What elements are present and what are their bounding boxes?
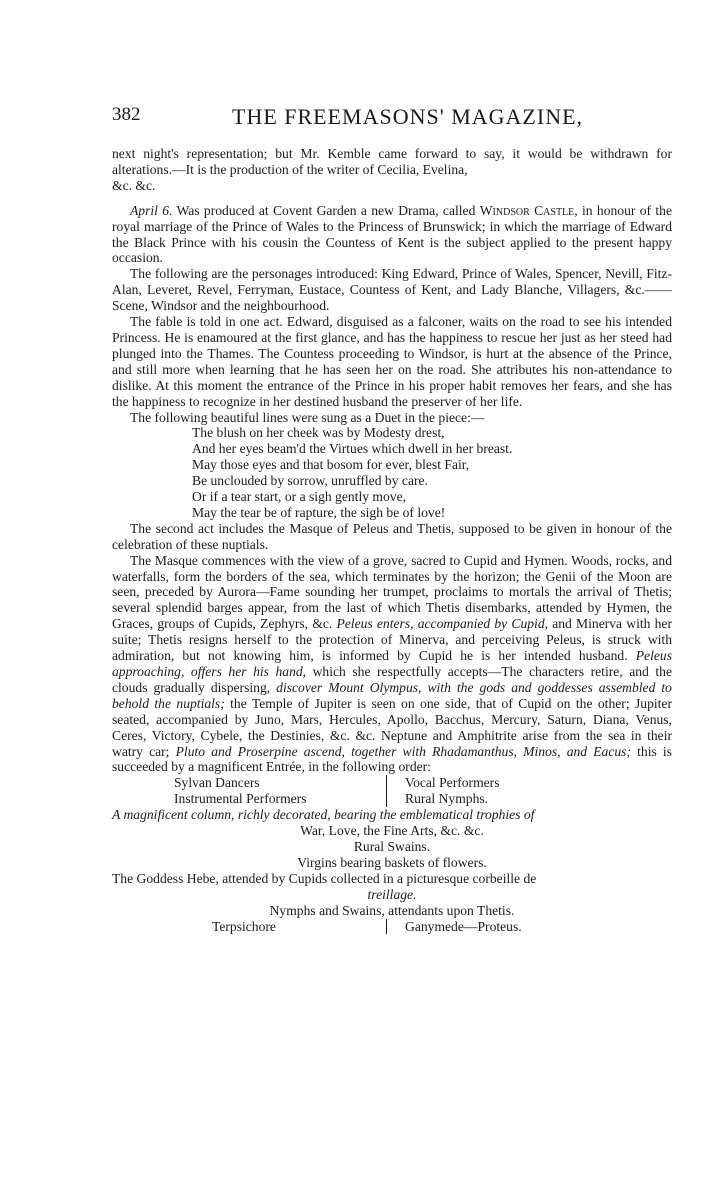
- procession-right: Rural Nymphs.: [405, 791, 489, 807]
- poem-line: Or if a tear start, or a sigh gently move,: [192, 489, 407, 505]
- masque-italic: Peleus enters, accompanied by Cupid,: [336, 616, 549, 632]
- masque-text: this is succeeded by a magnificent Entrée, in the following order:: [112, 743, 672, 775]
- procession-left: Terpsichore: [212, 918, 276, 934]
- masque-italic: discover Mount Olympus, with the gods and goddesses assembled to behold the nuptials;: [112, 679, 672, 711]
- procession-left: Sylvan Dancers: [174, 775, 260, 791]
- procession-pair: [112, 919, 672, 935]
- masque-text: the Temple of Jupiter is seen on one side, that of Cupid on the other; Jupiter seated, accompanied by Juno, Mars, Hercules, Apollo, Bacchus, Mercury, Saturn, Diana, Venus, Ceres, Victory, Cybele, the Destinies, &c. &c. Neptune and Amphitrite arise from the sea in their watry car;: [112, 695, 672, 759]
- brace-divider: [386, 791, 405, 807]
- opening-line-1: next night's representation; but Mr. Kemble came forward to say, it would be: [112, 146, 583, 161]
- procession-right: Ganymede—Proteus.: [405, 918, 522, 934]
- procession-order: [112, 775, 672, 934]
- april-rest: , in honour of the royal marriage of the Prince of Wales to the Princess of Brunswick; in which the marriage of Edward the Black Prince with his cousin the Countess of Kent is the subject applied to the present happy occasion.: [112, 202, 672, 266]
- rural-swains: Rural Swains.: [353, 838, 431, 854]
- lines-intro: The following beautiful lines were sung as a Duet in the piece:—: [130, 409, 485, 425]
- poem-line: Be unclouded by sorrow, unruffled by care.: [192, 473, 428, 489]
- second-act-paragraph: The second act includes the Masque of Peleus and Thetis, supposed to be given in honour of the celebration of these nuptials.: [112, 520, 672, 552]
- fable-paragraph: The fable is told in one act. Edward, disguised as a falconer, waits on the road to see his intended Princess. He is enamoured at the first glance, and has the happiness to rescue her just as her steed had plunged into the Thames. The Countess proceeding to Windsor, is hurt at the absence of the Prince, and still more when learning that he has seen her on the road. She attributes his non-attendance to dislike. At this moment the entrance of the Prince in his proper habit removes her fears, and she has the happiness to recognize in her destined husband the preserver of her life.: [112, 314, 672, 409]
- masque-paragraph: [112, 553, 672, 776]
- virgins-line: Virgins bearing baskets of flowers.: [297, 854, 487, 870]
- masque-italic: Pluto and Proserpine ascend, together with Rhadamanthus, Minos, and Eacus;: [175, 743, 631, 759]
- procession-pair: [112, 775, 672, 791]
- opening-paragraph: [112, 146, 672, 178]
- masque-text: which she respectfully accepts—The characters retire, and the clouds gradually dispersing,: [112, 664, 672, 695]
- hebe-line-2: treillage.: [367, 886, 417, 902]
- poem-line: May those eyes and that bosom for ever, blest Fair,: [192, 457, 470, 473]
- personages-paragraph: The following are the personages introduced: King Edward, Prince of Wales, Spencer, Nevill, Fitz-Alan, Leveret, Revel, Ferryman, Eustace, Countess of Kent, and Lady Blanche, Villagers, &c.——Scene, Windsor and the neighbourhood.: [112, 266, 672, 314]
- brace-divider: [386, 919, 405, 935]
- running-title: THE FREEMASONS' MAGAZINE,: [232, 104, 584, 129]
- procession-right: Vocal Performers: [405, 775, 500, 791]
- column-line-2: War, Love, the Fine Arts, &c. &c.: [300, 823, 484, 839]
- april-date: April 6.: [130, 202, 173, 218]
- opening-line-2: withdrawn for alterations.—It is the production of the writer of Cecilia, Evelina,: [112, 146, 672, 177]
- april-paragraph: [112, 203, 672, 267]
- drama-title: Windsor Castle: [479, 202, 575, 218]
- masque-text: The Masque commences with the view of a grove, sacred to Cupid and Hymen. Woods, rocks, and waterfalls, form the borders of the sea, which terminates by the horizon; the Genii of the Moon are seen, preceded by Aurora—Fame sounding her trumpet, proclaims to mortals the arrival of Thetis; several splendid barges appear, from the last of which Thetis disembarks, attended by Hymen, the Graces, groups of Cupids, Zephyrs, &c.: [112, 552, 672, 632]
- brace-divider: [386, 775, 405, 791]
- masque-italic: Peleus approaching, offers her his hand,: [112, 648, 672, 679]
- masque-text: and Minerva with her suite; Thetis resigns herself to the protection of Minerva, and perceiving Peleus, is struck with admiration, but not knowing him, is informed by Cupid he is her intended husband.: [112, 616, 672, 664]
- poem-line: May the tear be of rapture, the sigh be of love!: [192, 504, 446, 520]
- nymphs-line: Nymphs and Swains, attendants upon Thetis.: [269, 902, 515, 918]
- article-body: [112, 146, 672, 934]
- april-text: Was produced at Covent Garden a new Drama, called: [172, 202, 480, 218]
- page-header: [112, 104, 672, 132]
- duet-poem: [112, 425, 672, 520]
- page-number: 382: [112, 104, 141, 125]
- procession-left: Instrumental Performers: [174, 791, 307, 807]
- poem-line: The blush on her cheek was by Modesty drest,: [192, 425, 445, 441]
- hebe-line-1: The Goddess Hebe, attended by Cupids collected in a picturesque corbeille de: [112, 870, 537, 886]
- opening-line-3: &c. &c.: [112, 177, 156, 193]
- procession-pair: [112, 791, 672, 807]
- column-line-1: A magnificent column, richly decorated, bearing the emblematical trophies of: [112, 807, 535, 823]
- poem-line: And her eyes beam'd the Virtues which dwell in her breast.: [192, 441, 513, 457]
